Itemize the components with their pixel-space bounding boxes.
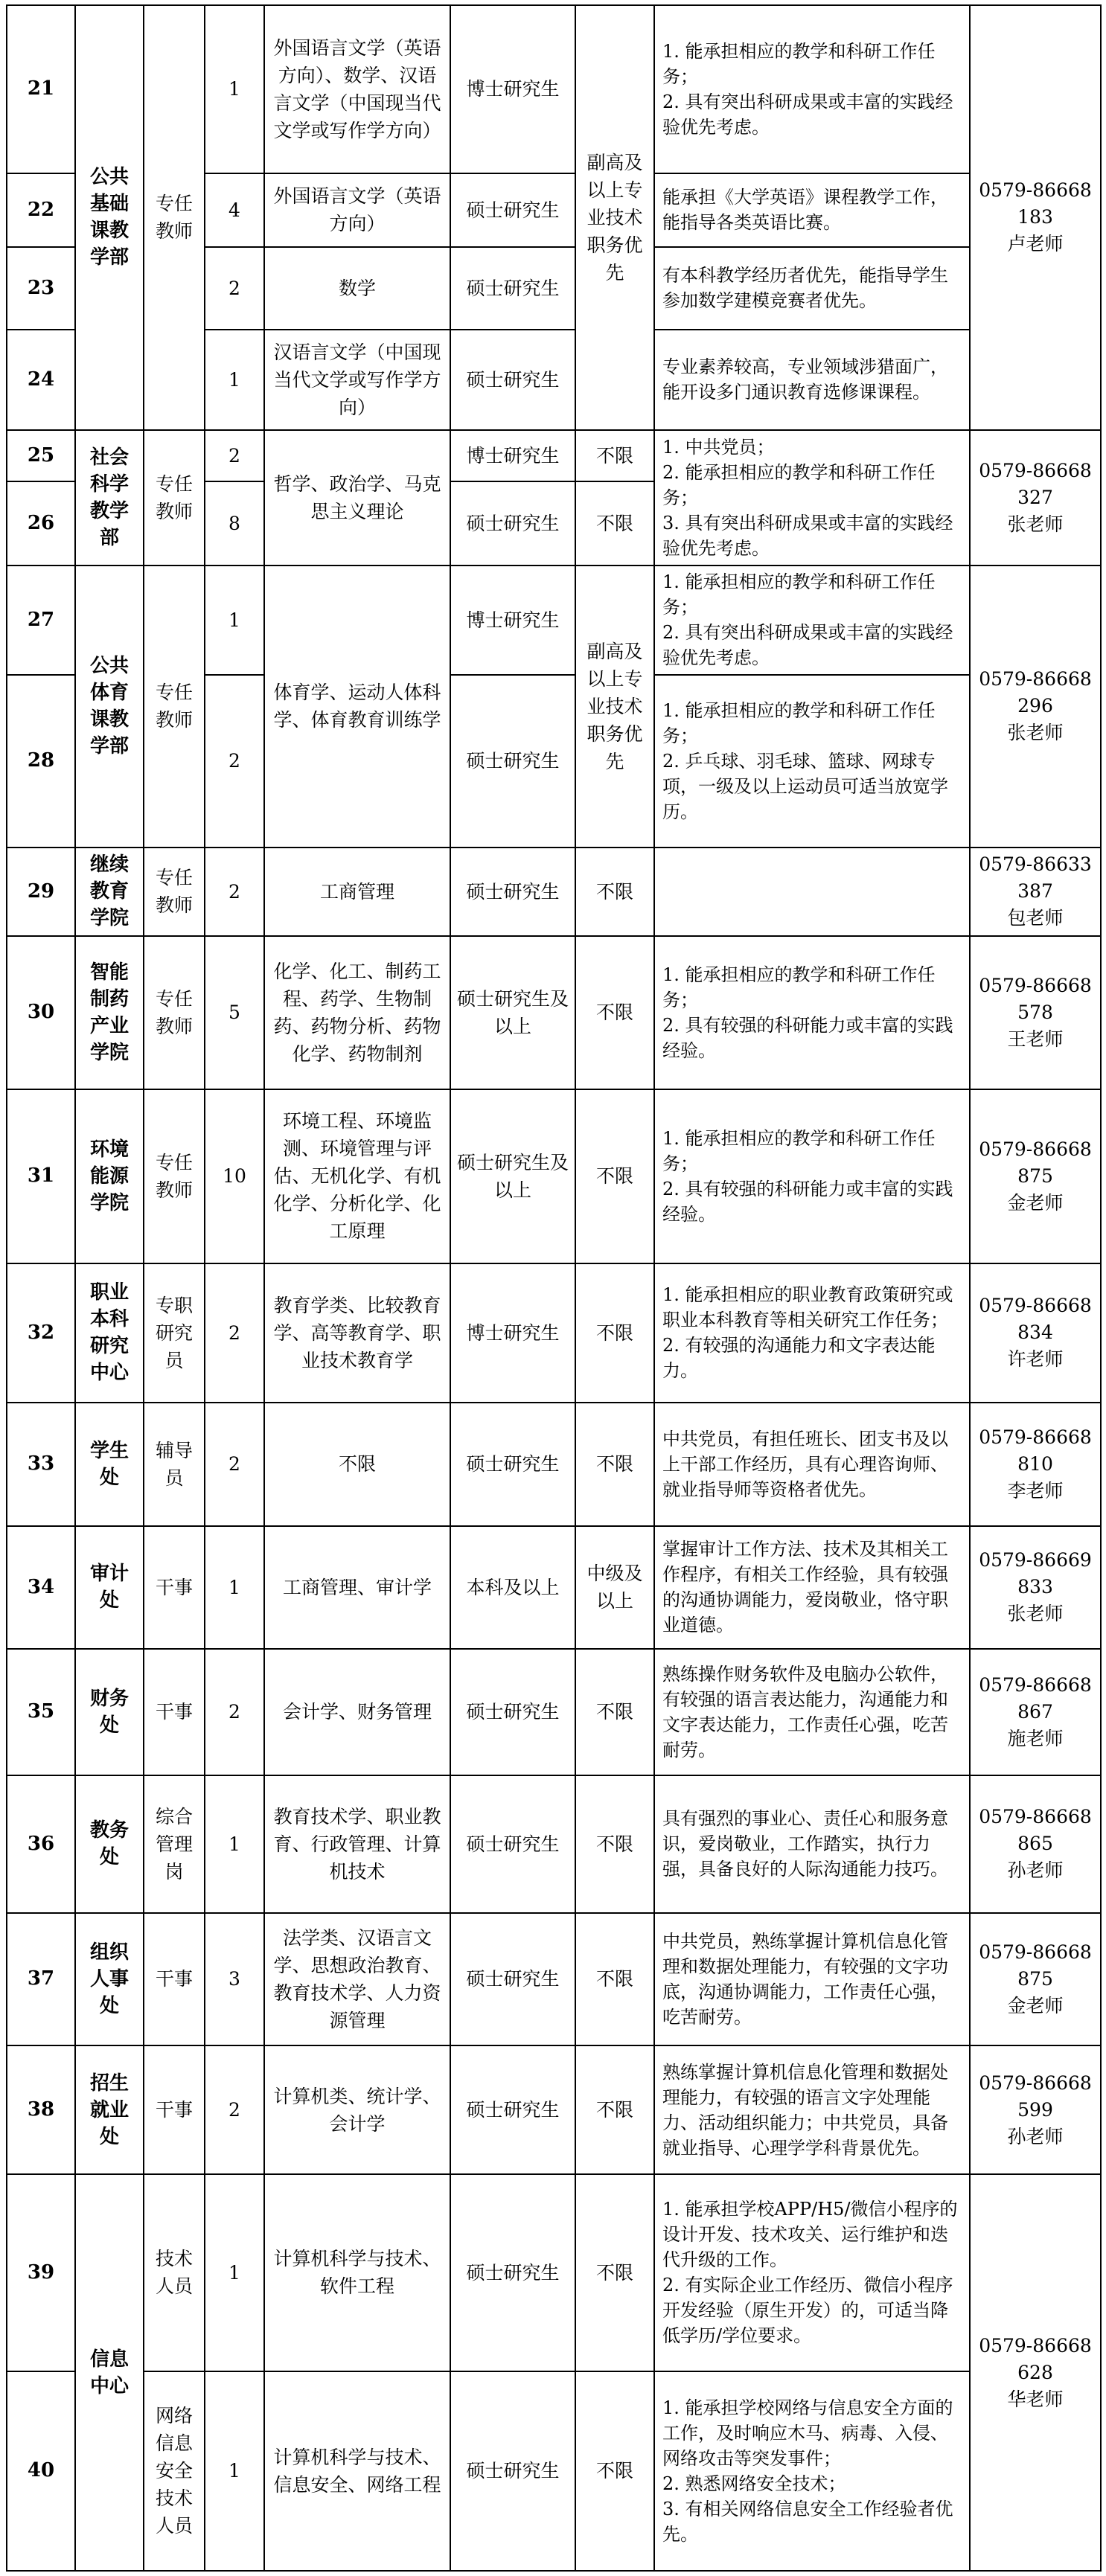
table-row bbox=[7, 1403, 1101, 1525]
department-cell: 招生就业处 bbox=[75, 2045, 144, 2175]
count-cell: 2 bbox=[205, 1403, 264, 1525]
row-number: 33 bbox=[7, 1403, 75, 1525]
major-cell: 汉语言文学（中国现当代文学或写作学方向） bbox=[264, 330, 450, 430]
major-cell: 体育学、运动人体科学、体育教育训练学 bbox=[264, 565, 450, 848]
major-cell: 计算机科学与技术、信息安全、网络工程 bbox=[264, 2371, 450, 2571]
major-cell: 不限 bbox=[264, 1403, 450, 1525]
row-number: 34 bbox=[7, 1526, 75, 1649]
row-number: 26 bbox=[7, 481, 75, 565]
requirements-cell: 1. 能承担相应的教学和科研工作任务； 2. 具有较强的科研能力或丰富的实践经验。 bbox=[654, 1089, 970, 1263]
table-row bbox=[7, 848, 1101, 936]
count-cell: 2 bbox=[205, 247, 264, 330]
position-cell: 辅导员 bbox=[144, 1403, 205, 1525]
table-row bbox=[7, 565, 1101, 675]
row-number: 40 bbox=[7, 2371, 75, 2571]
requirements-cell: 1. 中共党员； 2. 能承担相应的教学和科研工作任务； 3. 具有突出科研成果或丰富的实践经验优先考虑。 bbox=[654, 430, 970, 565]
row-number: 25 bbox=[7, 430, 75, 481]
count-cell: 1 bbox=[205, 5, 264, 173]
position-cell: 技术人员 bbox=[144, 2174, 205, 2371]
requirements-cell: 有本科教学经历者优先，能指导学生参加数学建模竞赛者优先。 bbox=[654, 247, 970, 330]
table-row bbox=[7, 2174, 1101, 2371]
table-row bbox=[7, 1089, 1101, 1263]
row-number: 35 bbox=[7, 1649, 75, 1775]
count-cell: 1 bbox=[205, 2371, 264, 2571]
education-cell: 硕士研究生 bbox=[450, 1775, 575, 1914]
contact-cell: 0579-86633387 包老师 bbox=[970, 848, 1101, 936]
title-requirement-cell: 副高及以上专业技术职务优先 bbox=[575, 565, 654, 848]
contact-cell: 0579-86668183 卢老师 bbox=[970, 5, 1101, 430]
education-cell: 本科及以上 bbox=[450, 1526, 575, 1649]
row-number: 32 bbox=[7, 1263, 75, 1403]
position-cell: 专任教师 bbox=[144, 1089, 205, 1263]
department-cell: 组织人事处 bbox=[75, 1913, 144, 2045]
requirements-cell: 中共党员，熟练掌握计算机信息化管理和数据处理能力，有较强的文字功底，沟通协调能力，工作责任心强，吃苦耐劳。 bbox=[654, 1913, 970, 2045]
table-row bbox=[7, 1913, 1101, 2045]
department-cell: 继续教育学院 bbox=[75, 848, 144, 936]
requirements-cell bbox=[654, 848, 970, 936]
education-cell: 硕士研究生及以上 bbox=[450, 936, 575, 1089]
count-cell: 5 bbox=[205, 936, 264, 1089]
position-cell: 专任教师 bbox=[144, 565, 205, 848]
education-cell: 硕士研究生 bbox=[450, 2045, 575, 2175]
title-requirement-cell: 不限 bbox=[575, 430, 654, 481]
count-cell: 2 bbox=[205, 1649, 264, 1775]
count-cell: 4 bbox=[205, 173, 264, 247]
department-cell: 公共基础课教学部 bbox=[75, 5, 144, 430]
row-number: 38 bbox=[7, 2045, 75, 2175]
major-cell: 环境工程、环境监测、环境管理与评估、无机化学、有机化学、分析化学、化工原理 bbox=[264, 1089, 450, 1263]
position-cell: 干事 bbox=[144, 1526, 205, 1649]
count-cell: 2 bbox=[205, 2045, 264, 2175]
row-number: 36 bbox=[7, 1775, 75, 1914]
education-cell: 硕士研究生 bbox=[450, 247, 575, 330]
position-cell: 专任教师 bbox=[144, 5, 205, 430]
table-row bbox=[7, 1649, 1101, 1775]
requirements-cell: 1. 能承担相应的教学和科研工作任务； 2. 具有较强的科研能力或丰富的实践经验。 bbox=[654, 936, 970, 1089]
title-requirement-cell: 不限 bbox=[575, 481, 654, 565]
table-row bbox=[7, 430, 1101, 481]
requirements-cell: 1. 能承担学校网络与信息安全方面的工作，及时响应木马、病毒、入侵、网络攻击等突发事件； 2. 熟悉网络安全技术； 3. 有相关网络信息安全工作经验者优先。 bbox=[654, 2371, 970, 2571]
education-cell: 博士研究生 bbox=[450, 430, 575, 481]
requirements-cell: 1. 能承担相应的教学和科研工作任务； 2. 乒乓球、羽毛球、篮球、网球专项，一级及以上运动员可适当放宽学历。 bbox=[654, 675, 970, 848]
position-cell: 干事 bbox=[144, 1913, 205, 2045]
row-number: 37 bbox=[7, 1913, 75, 2045]
row-number: 23 bbox=[7, 247, 75, 330]
count-cell: 1 bbox=[205, 565, 264, 675]
title-requirement-cell: 不限 bbox=[575, 2174, 654, 2371]
major-cell: 化学、化工、制药工程、药学、生物制药、药物分析、药物化学、药物制剂 bbox=[264, 936, 450, 1089]
table-row bbox=[7, 2371, 1101, 2571]
education-cell: 硕士研究生 bbox=[450, 1913, 575, 2045]
contact-cell: 0579-86668834 许老师 bbox=[970, 1263, 1101, 1403]
department-cell: 财务处 bbox=[75, 1649, 144, 1775]
count-cell: 1 bbox=[205, 330, 264, 430]
count-cell: 1 bbox=[205, 2174, 264, 2371]
requirements-cell: 掌握审计工作方法、技术及其相关工作程序，有相关工作经验，具有较强的沟通协调能力，爱岗敬业，恪守职业道德。 bbox=[654, 1526, 970, 1649]
requirements-cell: 熟练掌握计算机信息化管理和数据处理能力，有较强的语言文字处理能力、活动组织能力；中共党员，具备就业指导、心理学学科背景优先。 bbox=[654, 2045, 970, 2175]
contact-cell: 0579-86668296 张老师 bbox=[970, 565, 1101, 848]
education-cell: 硕士研究生及以上 bbox=[450, 1089, 575, 1263]
table-row bbox=[7, 936, 1101, 1089]
title-requirement-cell: 不限 bbox=[575, 1263, 654, 1403]
row-number: 28 bbox=[7, 675, 75, 848]
education-cell: 硕士研究生 bbox=[450, 481, 575, 565]
count-cell: 2 bbox=[205, 1263, 264, 1403]
department-cell: 审计处 bbox=[75, 1526, 144, 1649]
department-cell: 教务处 bbox=[75, 1775, 144, 1914]
department-cell: 公共体育课教学部 bbox=[75, 565, 144, 848]
major-cell: 数学 bbox=[264, 247, 450, 330]
contact-cell: 0579-86668628 华老师 bbox=[970, 2174, 1101, 2571]
education-cell: 博士研究生 bbox=[450, 5, 575, 173]
department-cell: 智能制药产业学院 bbox=[75, 936, 144, 1089]
title-requirement-cell: 不限 bbox=[575, 1089, 654, 1263]
department-cell: 学生处 bbox=[75, 1403, 144, 1525]
title-requirement-cell: 不限 bbox=[575, 1775, 654, 1914]
education-cell: 硕士研究生 bbox=[450, 1403, 575, 1525]
title-requirement-cell: 不限 bbox=[575, 2371, 654, 2571]
department-cell: 环境能源学院 bbox=[75, 1089, 144, 1263]
count-cell: 2 bbox=[205, 848, 264, 936]
title-requirement-cell: 不限 bbox=[575, 2045, 654, 2175]
major-cell: 外国语言文学（英语方向） bbox=[264, 173, 450, 247]
requirements-cell: 中共党员，有担任班长、团支书及以上干部工作经历，具有心理咨询师、就业指导师等资格者优先。 bbox=[654, 1403, 970, 1525]
requirements-cell: 熟练操作财务软件及电脑办公软件，有较强的语言表达能力，沟通能力和文字表达能力，工作责任心强，吃苦耐劳。 bbox=[654, 1649, 970, 1775]
position-cell: 综合管理岗 bbox=[144, 1775, 205, 1914]
row-number: 27 bbox=[7, 565, 75, 675]
education-cell: 硕士研究生 bbox=[450, 173, 575, 247]
title-requirement-cell: 副高及以上专业技术职务优先 bbox=[575, 5, 654, 430]
major-cell: 会计学、财务管理 bbox=[264, 1649, 450, 1775]
education-cell: 硕士研究生 bbox=[450, 2371, 575, 2571]
row-number: 30 bbox=[7, 936, 75, 1089]
title-requirement-cell: 不限 bbox=[575, 936, 654, 1089]
contact-cell: 0579-86668875 金老师 bbox=[970, 1913, 1101, 2045]
contact-cell: 0579-86668865 孙老师 bbox=[970, 1775, 1101, 1914]
major-cell: 教育学类、比较教育学、高等教育学、职业技术教育学 bbox=[264, 1263, 450, 1403]
major-cell: 工商管理、审计学 bbox=[264, 1526, 450, 1649]
contact-cell: 0579-86668599 孙老师 bbox=[970, 2045, 1101, 2175]
requirements-cell: 1. 能承担相应的教学和科研工作任务； 2. 具有突出科研成果或丰富的实践经验优先考虑。 bbox=[654, 565, 970, 675]
row-number: 29 bbox=[7, 848, 75, 936]
position-cell: 专任教师 bbox=[144, 430, 205, 565]
position-cell: 网络信息安全技术人员 bbox=[144, 2371, 205, 2571]
department-cell: 社会科学教学部 bbox=[75, 430, 144, 565]
education-cell: 硕士研究生 bbox=[450, 675, 575, 848]
table-row bbox=[7, 2045, 1101, 2175]
department-cell: 信息中心 bbox=[75, 2174, 144, 2571]
department-cell: 职业本科研究中心 bbox=[75, 1263, 144, 1403]
row-number: 39 bbox=[7, 2174, 75, 2371]
major-cell: 工商管理 bbox=[264, 848, 450, 936]
position-cell: 专职研究员 bbox=[144, 1263, 205, 1403]
count-cell: 10 bbox=[205, 1089, 264, 1263]
requirements-cell: 专业素养较高，专业领域涉猎面广，能开设多门通识教育选修课课程。 bbox=[654, 330, 970, 430]
contact-cell: 0579-86668327 张老师 bbox=[970, 430, 1101, 565]
position-cell: 专任教师 bbox=[144, 848, 205, 936]
row-number: 21 bbox=[7, 5, 75, 173]
table-row bbox=[7, 1263, 1101, 1403]
count-cell: 2 bbox=[205, 430, 264, 481]
position-cell: 干事 bbox=[144, 2045, 205, 2175]
education-cell: 硕士研究生 bbox=[450, 2174, 575, 2371]
title-requirement-cell: 不限 bbox=[575, 1913, 654, 2045]
count-cell: 1 bbox=[205, 1526, 264, 1649]
position-cell: 干事 bbox=[144, 1649, 205, 1775]
table-row bbox=[7, 1775, 1101, 1914]
education-cell: 硕士研究生 bbox=[450, 330, 575, 430]
requirements-cell: 1. 能承担相应的教学和科研工作任务； 2. 具有突出科研成果或丰富的实践经验优先考虑。 bbox=[654, 5, 970, 173]
title-requirement-cell: 中级及以上 bbox=[575, 1526, 654, 1649]
count-cell: 3 bbox=[205, 1913, 264, 2045]
requirements-cell: 1. 能承担相应的职业教育政策研究或职业本科教育等相关研究工作任务； 2. 有较强的沟通能力和文字表达能力。 bbox=[654, 1263, 970, 1403]
contact-cell: 0579-86668810 李老师 bbox=[970, 1403, 1101, 1525]
major-cell: 哲学、政治学、马克思主义理论 bbox=[264, 430, 450, 565]
row-number: 24 bbox=[7, 330, 75, 430]
recruitment-table bbox=[6, 4, 1102, 2572]
education-cell: 博士研究生 bbox=[450, 1263, 575, 1403]
contact-cell: 0579-86669833 张老师 bbox=[970, 1526, 1101, 1649]
title-requirement-cell: 不限 bbox=[575, 1403, 654, 1525]
education-cell: 硕士研究生 bbox=[450, 1649, 575, 1775]
major-cell: 外国语言文学（英语方向）、数学、汉语言文学（中国现当代文学或写作学方向） bbox=[264, 5, 450, 173]
education-cell: 硕士研究生 bbox=[450, 848, 575, 936]
position-cell: 专任教师 bbox=[144, 936, 205, 1089]
major-cell: 计算机科学与技术、软件工程 bbox=[264, 2174, 450, 2371]
title-requirement-cell: 不限 bbox=[575, 1649, 654, 1775]
title-requirement-cell: 不限 bbox=[575, 848, 654, 936]
table-row bbox=[7, 5, 1101, 173]
major-cell: 教育技术学、职业教育、行政管理、计算机技术 bbox=[264, 1775, 450, 1914]
requirements-cell: 1. 能承担学校APP/H5/微信小程序的设计开发、技术攻关、运行维护和迭代升级的工作。 2. 有实际企业工作经历、微信小程序开发经验（原生开发）的，可适当降低学历/学位要求。 bbox=[654, 2174, 970, 2371]
count-cell: 8 bbox=[205, 481, 264, 565]
contact-cell: 0579-86668875 金老师 bbox=[970, 1089, 1101, 1263]
major-cell: 计算机类、统计学、会计学 bbox=[264, 2045, 450, 2175]
contact-cell: 0579-86668578 王老师 bbox=[970, 936, 1101, 1089]
education-cell: 博士研究生 bbox=[450, 565, 575, 675]
count-cell: 1 bbox=[205, 1775, 264, 1914]
row-number: 31 bbox=[7, 1089, 75, 1263]
row-number: 22 bbox=[7, 173, 75, 247]
major-cell: 法学类、汉语言文学、思想政治教育、教育技术学、人力资源管理 bbox=[264, 1913, 450, 2045]
count-cell: 2 bbox=[205, 675, 264, 848]
requirements-cell: 能承担《大学英语》课程教学工作，能指导各类英语比赛。 bbox=[654, 173, 970, 247]
requirements-cell: 具有强烈的事业心、责任心和服务意识，爱岗敬业，工作踏实，执行力强，具备良好的人际沟通能力技巧。 bbox=[654, 1775, 970, 1914]
table-row bbox=[7, 1526, 1101, 1649]
contact-cell: 0579-86668867 施老师 bbox=[970, 1649, 1101, 1775]
